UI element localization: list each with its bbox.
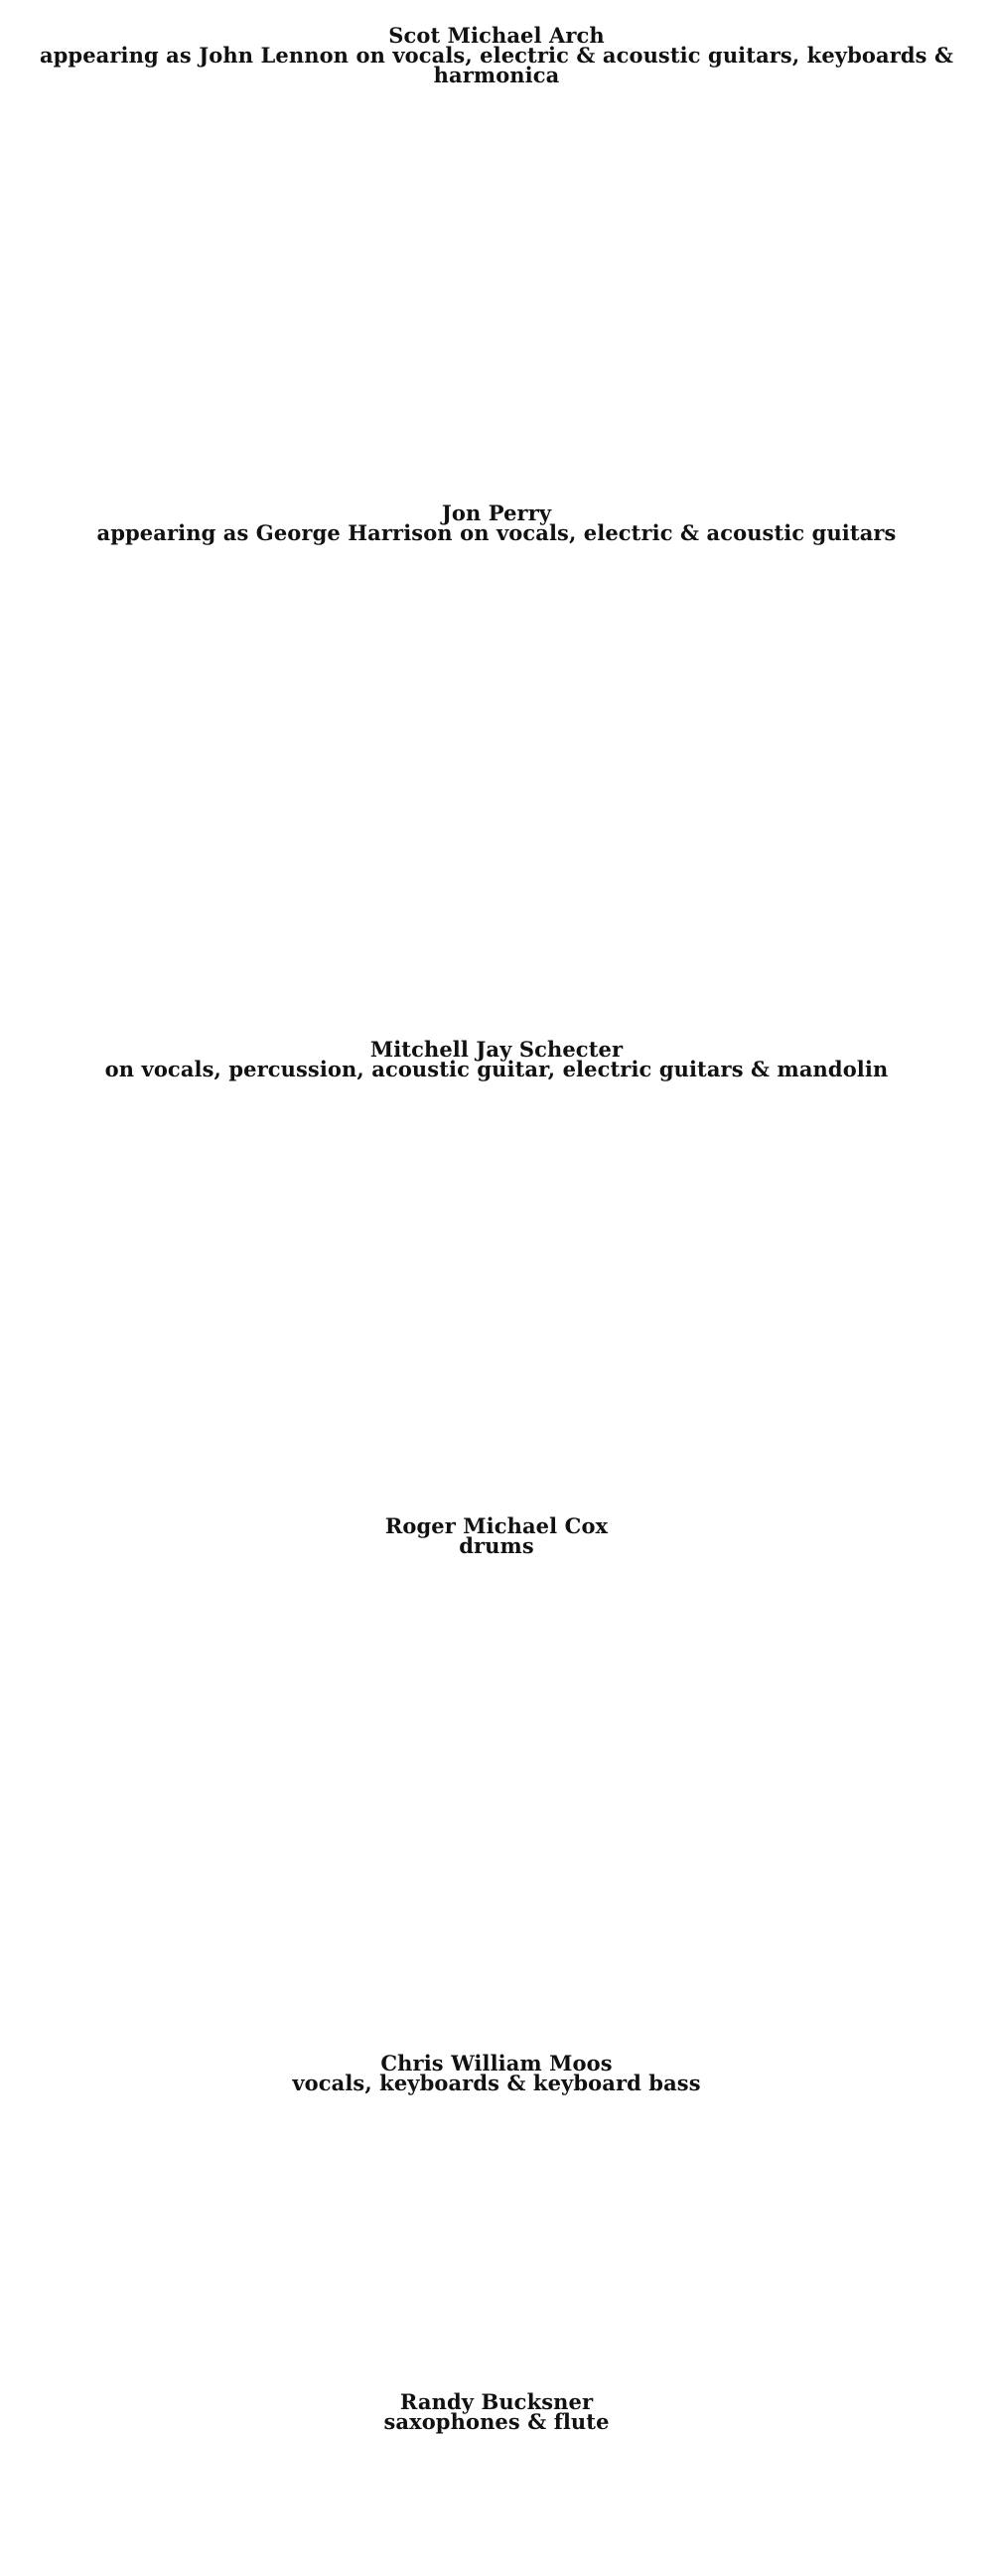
member-name: Scot Michael Arch bbox=[388, 23, 605, 48]
member-role: vocals, keyboards & keyboard bass bbox=[292, 2071, 701, 2095]
member-name: Randy Bucksner bbox=[399, 2389, 594, 2414]
member-role: appearing as George Harrison on vocals, electric & acoustic guitars bbox=[96, 520, 897, 545]
member-name: Jon Perry bbox=[441, 501, 552, 525]
member-name: Chris William Moos bbox=[380, 2051, 613, 2075]
band-member-mitchell-jay-schecter bbox=[0, 1037, 993, 1081]
band-member-randy-bucksner bbox=[0, 2389, 993, 2434]
band-member-chris-william-moos bbox=[0, 2051, 993, 2095]
band-member-jon-perry bbox=[0, 503, 993, 543]
member-role: drums bbox=[459, 1533, 534, 1558]
band-member-scot-michael-arch bbox=[0, 23, 993, 87]
member-name: Mitchell Jay Schecter bbox=[369, 1037, 624, 1062]
member-role: saxophones & flute bbox=[383, 2409, 610, 2434]
member-name: Roger Michael Cox bbox=[384, 1513, 609, 1538]
band-member-roger-michael-cox bbox=[0, 1513, 993, 1558]
member-role: on vocals, percussion, acoustic guitar, electric guitars & mandolin bbox=[104, 1057, 889, 1081]
member-role: appearing as John Lennon on vocals, electric & acoustic guitars, keyboards & harmonica bbox=[39, 43, 954, 87]
